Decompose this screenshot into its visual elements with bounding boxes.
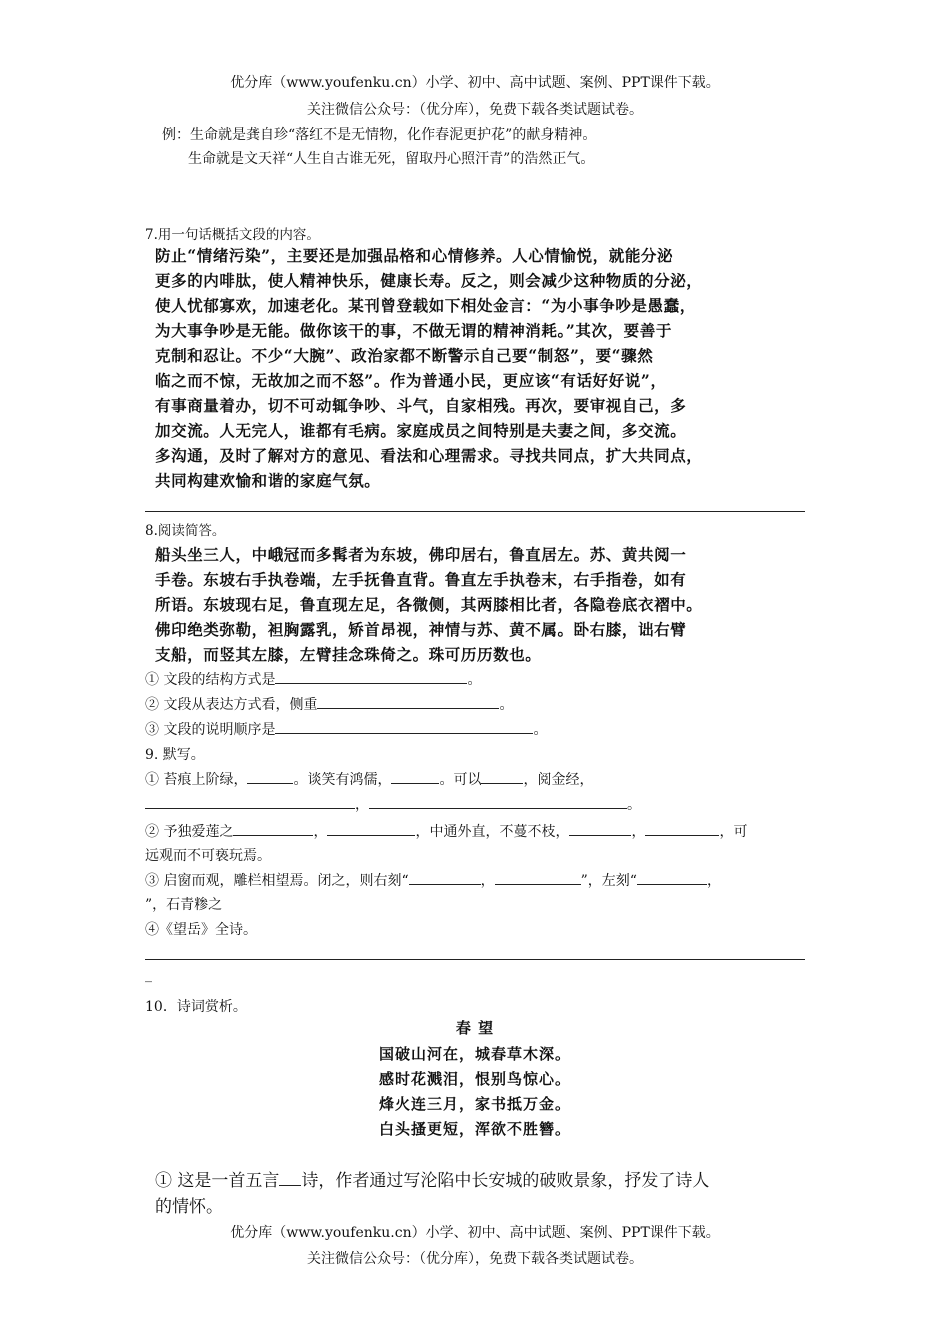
q9-blank[interactable]	[645, 821, 719, 836]
q7-line: 加交流。人无完人，谁都有毛病。家庭成员之间特别是夫妻之间，多交流。	[155, 421, 687, 440]
q7-line: 共同构建欢愉和谐的家庭气氛。	[155, 471, 381, 490]
q7-line: 防止“情绪污染”，主要还是加强品格和心情修养。人心情愉悦，就能分泌	[155, 246, 674, 265]
q9-blank[interactable]	[369, 794, 627, 809]
q9-blank[interactable]	[145, 794, 355, 809]
q9-blank[interactable]	[481, 769, 523, 784]
q8-sub-2: ② 文段从表达方式看，侧重 。	[145, 694, 513, 714]
q7-answer-line[interactable]	[145, 511, 805, 512]
q9-blank[interactable]	[391, 769, 439, 784]
q9-item-1-line-2: ， 。	[145, 794, 641, 814]
q9-item-2: ② 予独爱莲之 ， ，中通外直，不蔓不枝， ， ，可	[145, 821, 747, 841]
poem-line: 感时花溅泪，恨别鸟惊心。	[378, 1070, 571, 1088]
example-line-2: 生命就是文天祥“人生自古谁无死，留取丹心照汗青”的浩然正气。	[188, 151, 595, 167]
q8-title: 8.阅读简答。	[145, 523, 226, 539]
q8-line: 船头坐三人，中峨冠而多髯者为东坡，佛印居右，鲁直居左。苏、黄共阅一	[155, 545, 687, 564]
q9-blank[interactable]	[637, 870, 707, 885]
footer-line-2: 关注微信公众号：（优分库），免费下载各类试题试卷。	[307, 1251, 643, 1267]
header-line-2: 关注微信公众号：（优分库），免费下载各类试题试卷。	[307, 102, 643, 118]
poem-line: 国破山河在，城春草木深。	[378, 1045, 571, 1063]
example-line-1: 例：生命就是龚自珍“落红不是无情物，化作春泥更护花”的献身精神。	[162, 127, 597, 143]
footer-line-1: 优分库（www.youfenku.cn）小学、初中、高中试题、案例、PPT课件下载。	[230, 1225, 720, 1241]
q7-line: 有事商量着办，切不可动辄争吵、斗气，自家相残。再次，要审视自己，多	[155, 396, 687, 415]
q9-item-1: ① 苔痕上阶绿， 。谈笑有鸿儒， 。可以 ，阅金经，	[145, 769, 593, 789]
q7-line: 多沟通，及时了解对方的意见、看法和心理需求。寻找共同点，扩大共同点，	[155, 446, 703, 465]
q10-title: 10．诗词赏析。	[145, 999, 247, 1015]
q8-line: 支船，而竖其左膝，左臂挂念珠倚之。珠可历历数也。	[155, 645, 542, 664]
q8-blank-2[interactable]	[317, 694, 499, 709]
q9-blank[interactable]	[327, 821, 415, 836]
q8-line: 佛印绝类弥勒，袒胸露乳，矫首昂视，神情与苏、黄不属。卧右膝，诎右臂	[155, 620, 687, 639]
q8-blank-1[interactable]	[275, 669, 467, 684]
q10-blank[interactable]	[279, 1169, 301, 1186]
q8-line: 手卷。东坡右手执卷端，左手抚鲁直背。鲁直左手执卷末，右手指卷，如有	[155, 570, 687, 589]
q10-sub-1: ① 这是一首五言 诗，作者通过写沦陷中长安城的破败景象，抒发了诗人	[155, 1171, 710, 1191]
q8-sub-1: ① 文段的结构方式是 。	[145, 669, 481, 689]
q9-item-3-line-2: ”，石青糁之	[145, 897, 223, 913]
q9-blank[interactable]	[569, 821, 631, 836]
q8-sub-3: ③ 文段的说明顺序是 。	[145, 719, 547, 739]
q8-line: 所语。东坡现右足，鲁直现左足，各微侧，其两膝相比者，各隐卷底衣褶中。	[155, 595, 703, 614]
q9-tail: _	[145, 967, 152, 983]
q9-item-3: ③ 启窗而观，雕栏相望焉。闭之，则右刻“ ， ”，左刻“ ，	[145, 870, 721, 890]
q9-blank[interactable]	[233, 821, 313, 836]
q7-line: 为大事争吵是无能。做你该干的事，不做无谓的精神消耗。”其次，要善于	[155, 321, 672, 340]
q9-answer-line[interactable]	[145, 959, 805, 960]
q7-line: 更多的内啡肽，使人精神快乐，健康长寿。反之，则会减少这种物质的分泌，	[155, 271, 703, 290]
q9-blank[interactable]	[247, 769, 293, 784]
q9-blank[interactable]	[495, 870, 581, 885]
q9-title: 9. 默写。	[145, 747, 205, 763]
poem-line: 烽火连三月，家书抵万金。	[378, 1095, 571, 1113]
q8-blank-3[interactable]	[275, 719, 533, 734]
poem-title: 春 望	[455, 1019, 495, 1037]
q10-sub-1-line-2: 的情怀。	[155, 1197, 223, 1217]
q7-title: 7.用一句话概括文段的内容。	[145, 227, 320, 243]
q7-line: 克制和忍让。不少“大腕”、政治家都不断警示自己要“制怒”，要“骤然	[155, 346, 654, 365]
header-line-1: 优分库（www.youfenku.cn）小学、初中、高中试题、案例、PPT课件下载。	[230, 75, 720, 91]
q9-item-4: ④《望岳》全诗。	[145, 922, 257, 938]
q7-line: 临之而不惊，无故加之而不怒”。作为普通小民，更应该“有话好好说”，	[155, 371, 667, 390]
poem-line: 白头搔更短，浑欲不胜簪。	[378, 1120, 571, 1138]
q9-blank[interactable]	[409, 870, 481, 885]
q7-line: 使人忧郁寡欢，加速老化。某刊曾登载如下相处金言：“为小事争吵是愚蠢，	[155, 296, 696, 315]
q9-item-2-line-2: 远观而不可亵玩焉。	[145, 848, 271, 864]
